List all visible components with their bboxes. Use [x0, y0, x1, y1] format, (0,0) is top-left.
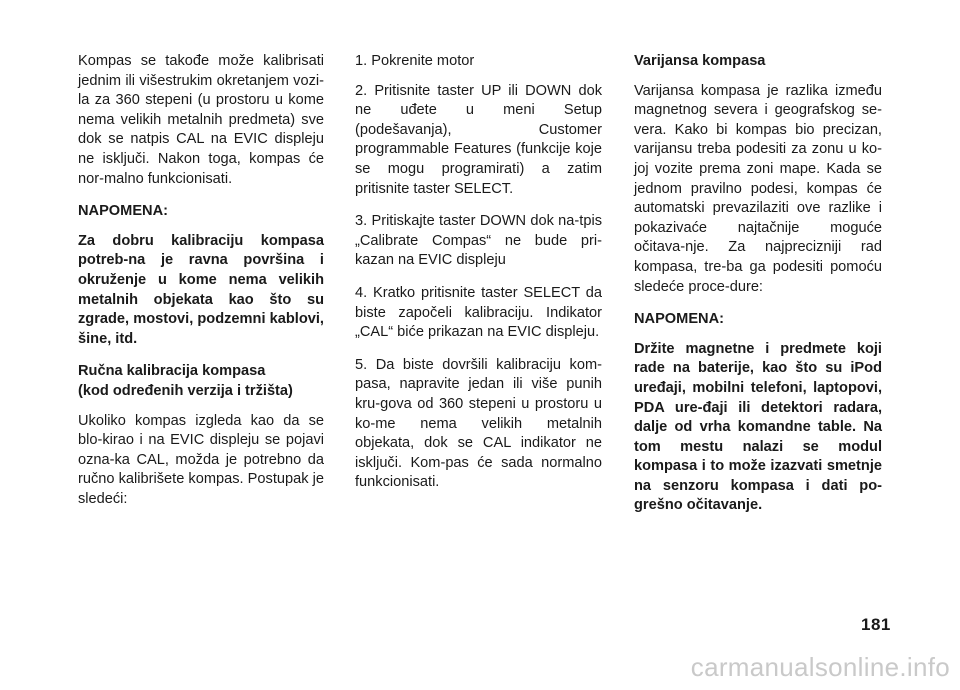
- step-3: 3. Pritiskajte taster DOWN dok na-tpis „Calibrate Compas“ ne bude pri-kazan na EVIC displeju: [355, 213, 602, 269]
- variance-text: Varijansa kompasa je razlika između magnetnog severa i geografskog se-vera. Kako bi kompas bio precizan, varijansu treba podesiti za zonu u ko-joj vozite prema zoni mape. Kada se jednom pravilno podesi, kompas će automatski prevazilaziti ove razlike i pokazivaće najtačnije moguće očitava-nje. Za najprecizniji rad kompasa, tre-ba ga podesiti pomoću sledeće proce-dure:: [634, 82, 882, 295]
- middle-column: [355, 52, 602, 506]
- note-text-2: Držite magnetne i predmete koji rade na baterije, kao što su iPod uređaji, mobilni telefoni, laptopovi, PDA ure-đaji ili detektori radara, dalje od vrha komandne table. Na tom mestu nalazi se modul kompasa i to može izazvati smetnje na senzoru kompasa i dati po-grešno očitavanje.: [634, 340, 882, 514]
- watermark: carmanualsonline.info: [690, 652, 950, 682]
- manual-calibration-heading: Ručna kalibracija kompasa: [78, 363, 266, 380]
- manual-calibration-text: Ukoliko kompas izgleda kao da se blo-kirao i na EVIC displeju se pojavi ozna-ka CAL, možda je potrebno da ručno kalibrišete kompas. Postupak je sledeći:: [78, 412, 324, 507]
- right-column: [634, 52, 882, 529]
- note-heading-2: NAPOMENA:: [634, 311, 724, 328]
- manual-calibration-subheading: (kod određenih verzija i tržišta): [78, 382, 293, 399]
- step-2: 2. Pritisnite taster UP ili DOWN dok ne uđete u meni Setup (podešavanja), Customer programmable Features (funkcije koje se mogu programirati) a zatim pritisnite taster SELECT.: [355, 82, 602, 197]
- note-heading: NAPOMENA:: [78, 203, 168, 220]
- page-number: 181: [861, 615, 891, 634]
- step-4: 4. Kratko pritisnite taster SELECT da biste započeli kalibraciju. Indikator „CAL“ biće prikazan na EVIC displeju.: [355, 284, 602, 341]
- left-column: [78, 52, 324, 522]
- step-5: 5. Da biste dovršili kalibraciju kom-pasa, napravite jedan ili više punih kru-gova od 360 stepeni u prostoru u ko-me nema velikih metalnih objekata, dok se CAL indikator ne isključi. Kom-pas će sada normalno funkcionisati.: [355, 356, 602, 491]
- step-1: 1. Pokrenite motor: [355, 53, 475, 69]
- intro-paragraph: Kompas se takođe može kalibrisati jednim ili višestrukim okretanjem vozi-la za 360 stepeni (u prostoru u kome nema velikih metalnih predmeta) sve dok se natpis CAL na EVIC displeju ne isključi. Nakon toga, kompas će nor-malno funkcionisati.: [78, 53, 324, 187]
- note-text: Za dobru kalibraciju kompasa potreb-na je ravna površina i okruženje u kome nema velikih metalnih objekata kao što su zgrade, mostovi, podzemni kablovi, šine, itd.: [78, 232, 324, 347]
- variance-heading: Varijansa kompasa: [634, 53, 766, 69]
